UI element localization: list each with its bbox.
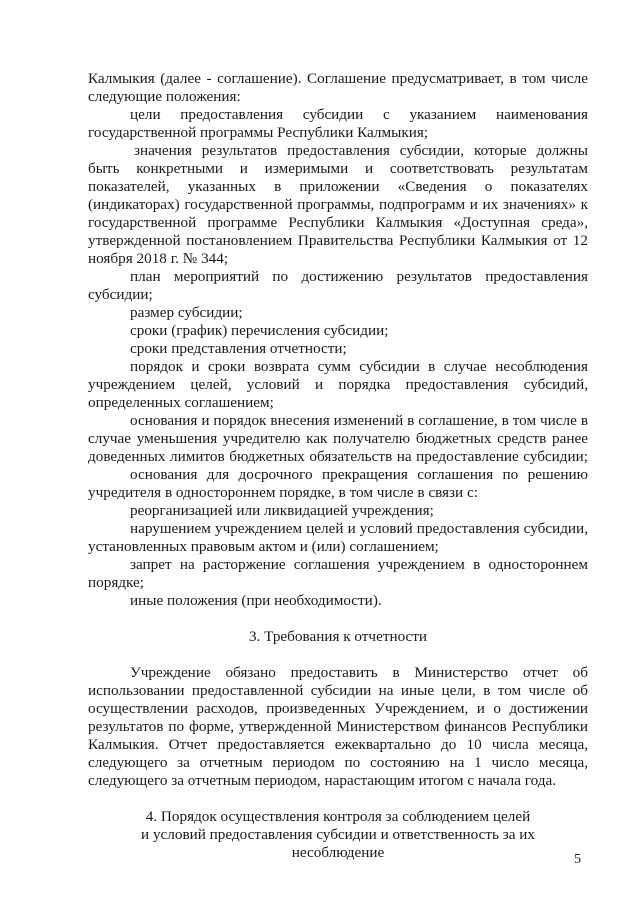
text-line: осуществлении расходов, произведенных Учреждением, и о достижении — [88, 700, 588, 717]
text-line: порядке; — [88, 574, 144, 591]
text-line: размер субсидии; — [130, 304, 243, 321]
text-line: иные положения (при необходимости). — [130, 592, 382, 609]
text-line: (индикаторах) государственной программы, подпрограмм и их значениях» к — [88, 196, 588, 213]
section-heading-4: 4. Порядок осуществления контроля за соблюдением целей — [145, 808, 531, 825]
section-heading-4-line3: несоблюдение — [291, 844, 385, 861]
text-line: субсидии; — [88, 286, 153, 303]
text-line: государственной программе Республики Калмыкия «Доступная среда», — [88, 214, 588, 231]
text-line: Калмыкия (далее - соглашение). Соглашение предусматривает, в том числе — [88, 70, 588, 87]
text-line: случае уменьшения учредителю как получателю бюджетных средств ранее — [88, 430, 588, 447]
text-line: использовании предоставленной субсидии на иные цели, в том числе об — [88, 682, 588, 699]
section-heading-3: 3. Требования к отчетности — [248, 628, 428, 645]
page-number: 5 — [574, 852, 581, 867]
text-line: следующего за отчетным периодом по состоянию на 1 число месяца, — [88, 754, 588, 771]
text-line: Калмыкия. Отчет предоставляется ежеквартально до 10 числа месяца, — [88, 736, 588, 753]
text-line: быть конкретными и измеримыми и соответствовать результатам — [88, 160, 588, 177]
text-line: сроки (график) перечисления субсидии; — [130, 322, 389, 339]
text-line: порядок и сроки возврата сумм субсидии в случае несоблюдения — [130, 358, 588, 375]
text-line: значения результатов предоставления субсидии, которые должны — [134, 142, 588, 159]
text-line: показателей, указанных в приложении «Сведения о показателях — [88, 178, 588, 195]
text-line: утвержденной постановлением Правительства Республики Калмыкия от 12 — [88, 232, 588, 249]
text-line: реорганизацией или ликвидацией учреждения; — [130, 502, 434, 519]
text-line: учреждением целей, условий и порядка предоставления субсидий, — [88, 376, 588, 393]
text-line: учредителя в одностороннем порядке, в том числе в связи с: — [88, 484, 478, 501]
text-line: основания для досрочного прекращения соглашения по решению — [130, 466, 588, 483]
text-line: следующие положения: — [88, 88, 241, 105]
text-line: запрет на расторжение соглашения учреждением в одностороннем — [130, 556, 588, 573]
text-line: цели предоставления субсидии с указанием наименования — [130, 106, 588, 123]
text-line: доведенных лимитов бюджетных обязательств на предоставление субсидии; — [88, 448, 588, 465]
section-heading-4-line2: и условий предоставления субсидии и ответственность за их — [141, 826, 535, 843]
text-line: определенных соглашением; — [88, 394, 274, 411]
text-line: следующего за отчетным периодом, нарастающим итогом с начала года. — [88, 772, 557, 789]
text-line: ноября 2018 г. № 344; — [88, 250, 229, 267]
text-line: план мероприятий по достижению результатов предоставления — [130, 268, 588, 285]
text-line: установленных правовым актом и (или) соглашением; — [88, 538, 439, 555]
text-line: сроки представления отчетности; — [130, 340, 347, 357]
text-line: нарушением учреждением целей и условий предоставления субсидии, — [130, 520, 588, 537]
text-line: Учреждение обязано предоставить в Министерство отчет об — [130, 664, 588, 681]
text-line: основания и порядок внесения изменений в соглашение, в том числе в — [130, 412, 588, 429]
text-line: результатов по форме, утвержденной Министерством финансов Республики — [88, 718, 588, 735]
text-line: государственной программы Республики Калмыкия; — [88, 124, 429, 141]
